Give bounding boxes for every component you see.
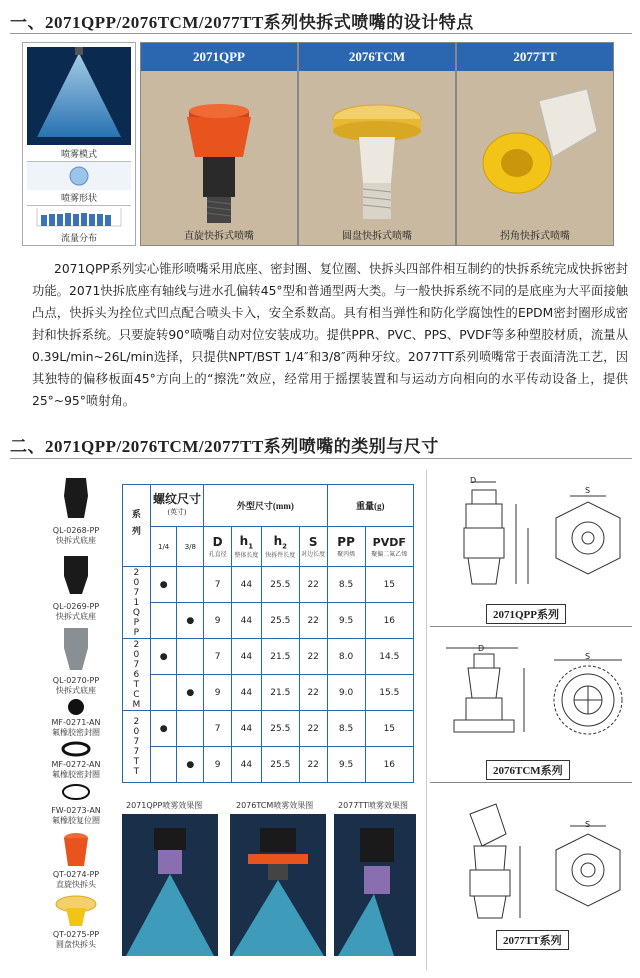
cell-D: 7 <box>204 711 232 747</box>
header-weight: 重量(g) <box>327 485 413 527</box>
label-spray-shape: 喷雾形状 <box>60 194 97 204</box>
part-label: QL-0269-PP 快拆式底座 <box>52 602 100 621</box>
spray-pattern-image <box>27 47 131 145</box>
nozzle-2071qpp-image <box>141 71 297 227</box>
spray-caption: 2076TCM喷雾效果图 <box>236 801 314 810</box>
spec-table <box>122 484 414 783</box>
cell-PVDF: 14.5 <box>365 639 413 675</box>
spray-effect-2077tt-image <box>334 814 416 956</box>
cell-h1: 44 <box>231 603 261 639</box>
cell-PVDF: 15 <box>365 567 413 603</box>
cell-t: ● <box>177 603 204 639</box>
cell-h1: 44 <box>231 567 261 603</box>
spray-shape-image <box>27 161 131 190</box>
label-spray-mode: 喷雾模式 <box>60 150 97 160</box>
flow-distribution-chart <box>27 205 131 230</box>
dim-letter-S: S <box>585 652 591 661</box>
dim-letter-S: S <box>585 820 591 829</box>
cell-S: 22 <box>299 675 327 711</box>
dim-letter-D: D <box>470 476 477 485</box>
spray-caption: 2071QPP喷雾效果图 <box>126 801 203 810</box>
part-label: QL-0268-PP 快拆式底座 <box>52 526 100 545</box>
cell-PP: 8.0 <box>327 639 365 675</box>
dim-letter-S: S <box>585 486 591 495</box>
table-row <box>123 711 414 747</box>
spray-cone-icon <box>27 47 131 145</box>
cell-PP: 8.5 <box>327 711 365 747</box>
divider <box>426 470 427 970</box>
cell-PVDF: 16 <box>365 747 413 783</box>
cell-t: ● <box>177 747 204 783</box>
cell-PVDF: 15.5 <box>365 675 413 711</box>
cell-t: ● <box>177 675 204 711</box>
section2-title: 二、2071QPP/2076TCM/2077TT系列喷嘴的类别与尺寸 <box>10 437 439 456</box>
drawing-label: 2077TT系列 <box>496 930 569 950</box>
part-label: QL-0270-PP 快拆式底座 <box>52 676 100 695</box>
header-col-h1: $h_1$ 整体长度 <box>231 527 261 567</box>
nozzle-2077tt-image <box>457 71 613 227</box>
table-row <box>123 603 414 639</box>
product-card-2071qpp <box>140 42 298 246</box>
header-col-h2: $h_2$ 快拆件长度 <box>261 527 299 567</box>
spray-pattern-panel <box>22 42 136 246</box>
cell-S: 22 <box>299 747 327 783</box>
drawing-2076tcm <box>440 640 630 760</box>
divider <box>430 782 632 783</box>
cell-h2: 25.5 <box>261 567 299 603</box>
product-name: 2076TCM <box>299 43 455 71</box>
cell-h2: 25.5 <box>261 747 299 783</box>
header-three-eighth: 3/8 <box>177 527 204 567</box>
disc-head-image <box>52 894 100 928</box>
seal-ring-image <box>60 741 92 757</box>
table-row <box>123 747 414 783</box>
cell-PP: 9.5 <box>327 747 365 783</box>
table-row <box>123 567 414 603</box>
cell-h2: 21.5 <box>261 675 299 711</box>
cell-t <box>177 711 204 747</box>
header-thread: 螺纹尺寸 (英寸) <box>150 485 203 527</box>
cell-h1: 44 <box>231 711 261 747</box>
cell-S: 22 <box>299 567 327 603</box>
part-label: QT-0274-PP 直旋快拆头 <box>52 870 100 889</box>
part-label: FW-0273-AN 氟橡胶复位圈 <box>51 806 101 825</box>
cell-q: ● <box>150 567 177 603</box>
section1-title: 一、2071QPP/2076TCM/2077TT系列快拆式喷嘴的设计特点 <box>10 13 474 32</box>
drawing-2077tt <box>440 800 630 930</box>
header-col-D: D 孔直径 <box>204 527 232 567</box>
base-part-image <box>58 476 94 520</box>
series-name-cell: 2071QPP <box>123 567 151 639</box>
header-quarter: 1/4 <box>150 527 177 567</box>
cell-t <box>177 567 204 603</box>
cell-S: 22 <box>299 603 327 639</box>
cell-q <box>150 675 177 711</box>
header-series: 系列 <box>123 485 151 567</box>
cell-q: ● <box>150 639 177 675</box>
cell-PP: 8.5 <box>327 567 365 603</box>
description-paragraph: 2071QPP系列实心锥形喷嘴采用底座、密封圈、复位圈、快拆头四部件相互制约的快拆系统完成快拆密封功能。2071快拆底座有轴线与进水孔偏转45°型和普通型两大类。与一般快拆系统不同的是底座为大平面接触凸点，快拆头为拴位式凹点配合喷头卡入，安全系数高。具有相当弹性和防化学腐蚀性的EPDM密封圈形成密封和快拆系统。只要旋转90°喷嘴自动对位安装成功。提供PPR、PVC、PPS、PVDF等多种塑胶材质，流量从0.39L/min~26L/min选择，只提供NPT/BST 1/4″和3/8″两种牙纹。2077TT系列喷嘴常于表面清洗工艺，因其独特的偏移板面45°方向上的“擦洗”效应，经常用于摇摆装置和与运动方向相向的水平传动设备上，提供25°~95°喷射角。 <box>32 262 628 408</box>
series-name-cell: 2076TCM <box>123 639 151 711</box>
drawing-label: 2076TCM系列 <box>486 760 570 780</box>
reset-ring-image <box>60 783 92 801</box>
header-col-S: S 对边长度 <box>299 527 327 567</box>
cell-D: 9 <box>204 603 232 639</box>
cell-t <box>177 639 204 675</box>
spray-caption: 2077TT喷雾效果图 <box>338 801 408 810</box>
label-flow-distribution: 流量分布 <box>60 234 97 244</box>
drawing-label: 2071QPP系列 <box>486 604 566 624</box>
cell-q <box>150 603 177 639</box>
seal-ring-image <box>66 698 86 716</box>
base-part-image <box>58 626 94 672</box>
cell-D: 7 <box>204 567 232 603</box>
part-label: MF-0272-AN 氟橡胶密封圈 <box>51 760 101 779</box>
cell-h1: 44 <box>231 639 261 675</box>
series-name-cell: 2077TT <box>123 711 151 783</box>
table-row <box>123 639 414 675</box>
product-caption: 拐角快拆式喷嘴 <box>500 231 570 242</box>
cell-D: 9 <box>204 747 232 783</box>
cell-h2: 25.5 <box>261 711 299 747</box>
cell-h1: 44 <box>231 675 261 711</box>
part-label: QT-0275-PP 圆盘快拆头 <box>52 930 100 949</box>
cell-h2: 21.5 <box>261 639 299 675</box>
cell-q: ● <box>150 711 177 747</box>
cell-h2: 25.5 <box>261 603 299 639</box>
product-name: 2071QPP <box>141 43 297 71</box>
header-col-PP: PP 聚丙烯 <box>327 527 365 567</box>
cell-PP: 9.0 <box>327 675 365 711</box>
cell-h1: 44 <box>231 747 261 783</box>
spray-effect-2076tcm-image <box>230 814 326 956</box>
cell-D: 7 <box>204 639 232 675</box>
table-row <box>123 675 414 711</box>
cell-PVDF: 16 <box>365 603 413 639</box>
divider <box>430 626 632 627</box>
cell-D: 9 <box>204 675 232 711</box>
divider <box>10 33 632 34</box>
cell-PVDF: 15 <box>365 711 413 747</box>
product-card-2077tt <box>456 42 614 246</box>
header-col-PVDF: PVDF 聚偏二氟乙烯 <box>365 527 413 567</box>
product-caption: 直旋快拆式喷嘴 <box>184 231 254 242</box>
base-part-image <box>58 552 94 596</box>
dim-letter-D: D <box>478 644 485 653</box>
product-card-2076tcm <box>298 42 456 246</box>
divider <box>10 458 632 459</box>
header-dims: 外型尺寸(mm) <box>204 485 327 527</box>
cell-S: 22 <box>299 639 327 675</box>
drawing-2071qpp <box>440 474 630 604</box>
cell-q <box>150 747 177 783</box>
spray-effect-2071qpp-image <box>122 814 218 956</box>
quick-head-image <box>56 830 96 870</box>
product-caption: 圆盘快拆式喷嘴 <box>342 231 412 242</box>
cell-S: 22 <box>299 711 327 747</box>
nozzle-2076tcm-image <box>299 71 455 227</box>
product-name: 2077TT <box>457 43 613 71</box>
cell-PP: 9.5 <box>327 603 365 639</box>
part-label: MF-0271-AN 氟橡胶密封圈 <box>51 718 101 737</box>
